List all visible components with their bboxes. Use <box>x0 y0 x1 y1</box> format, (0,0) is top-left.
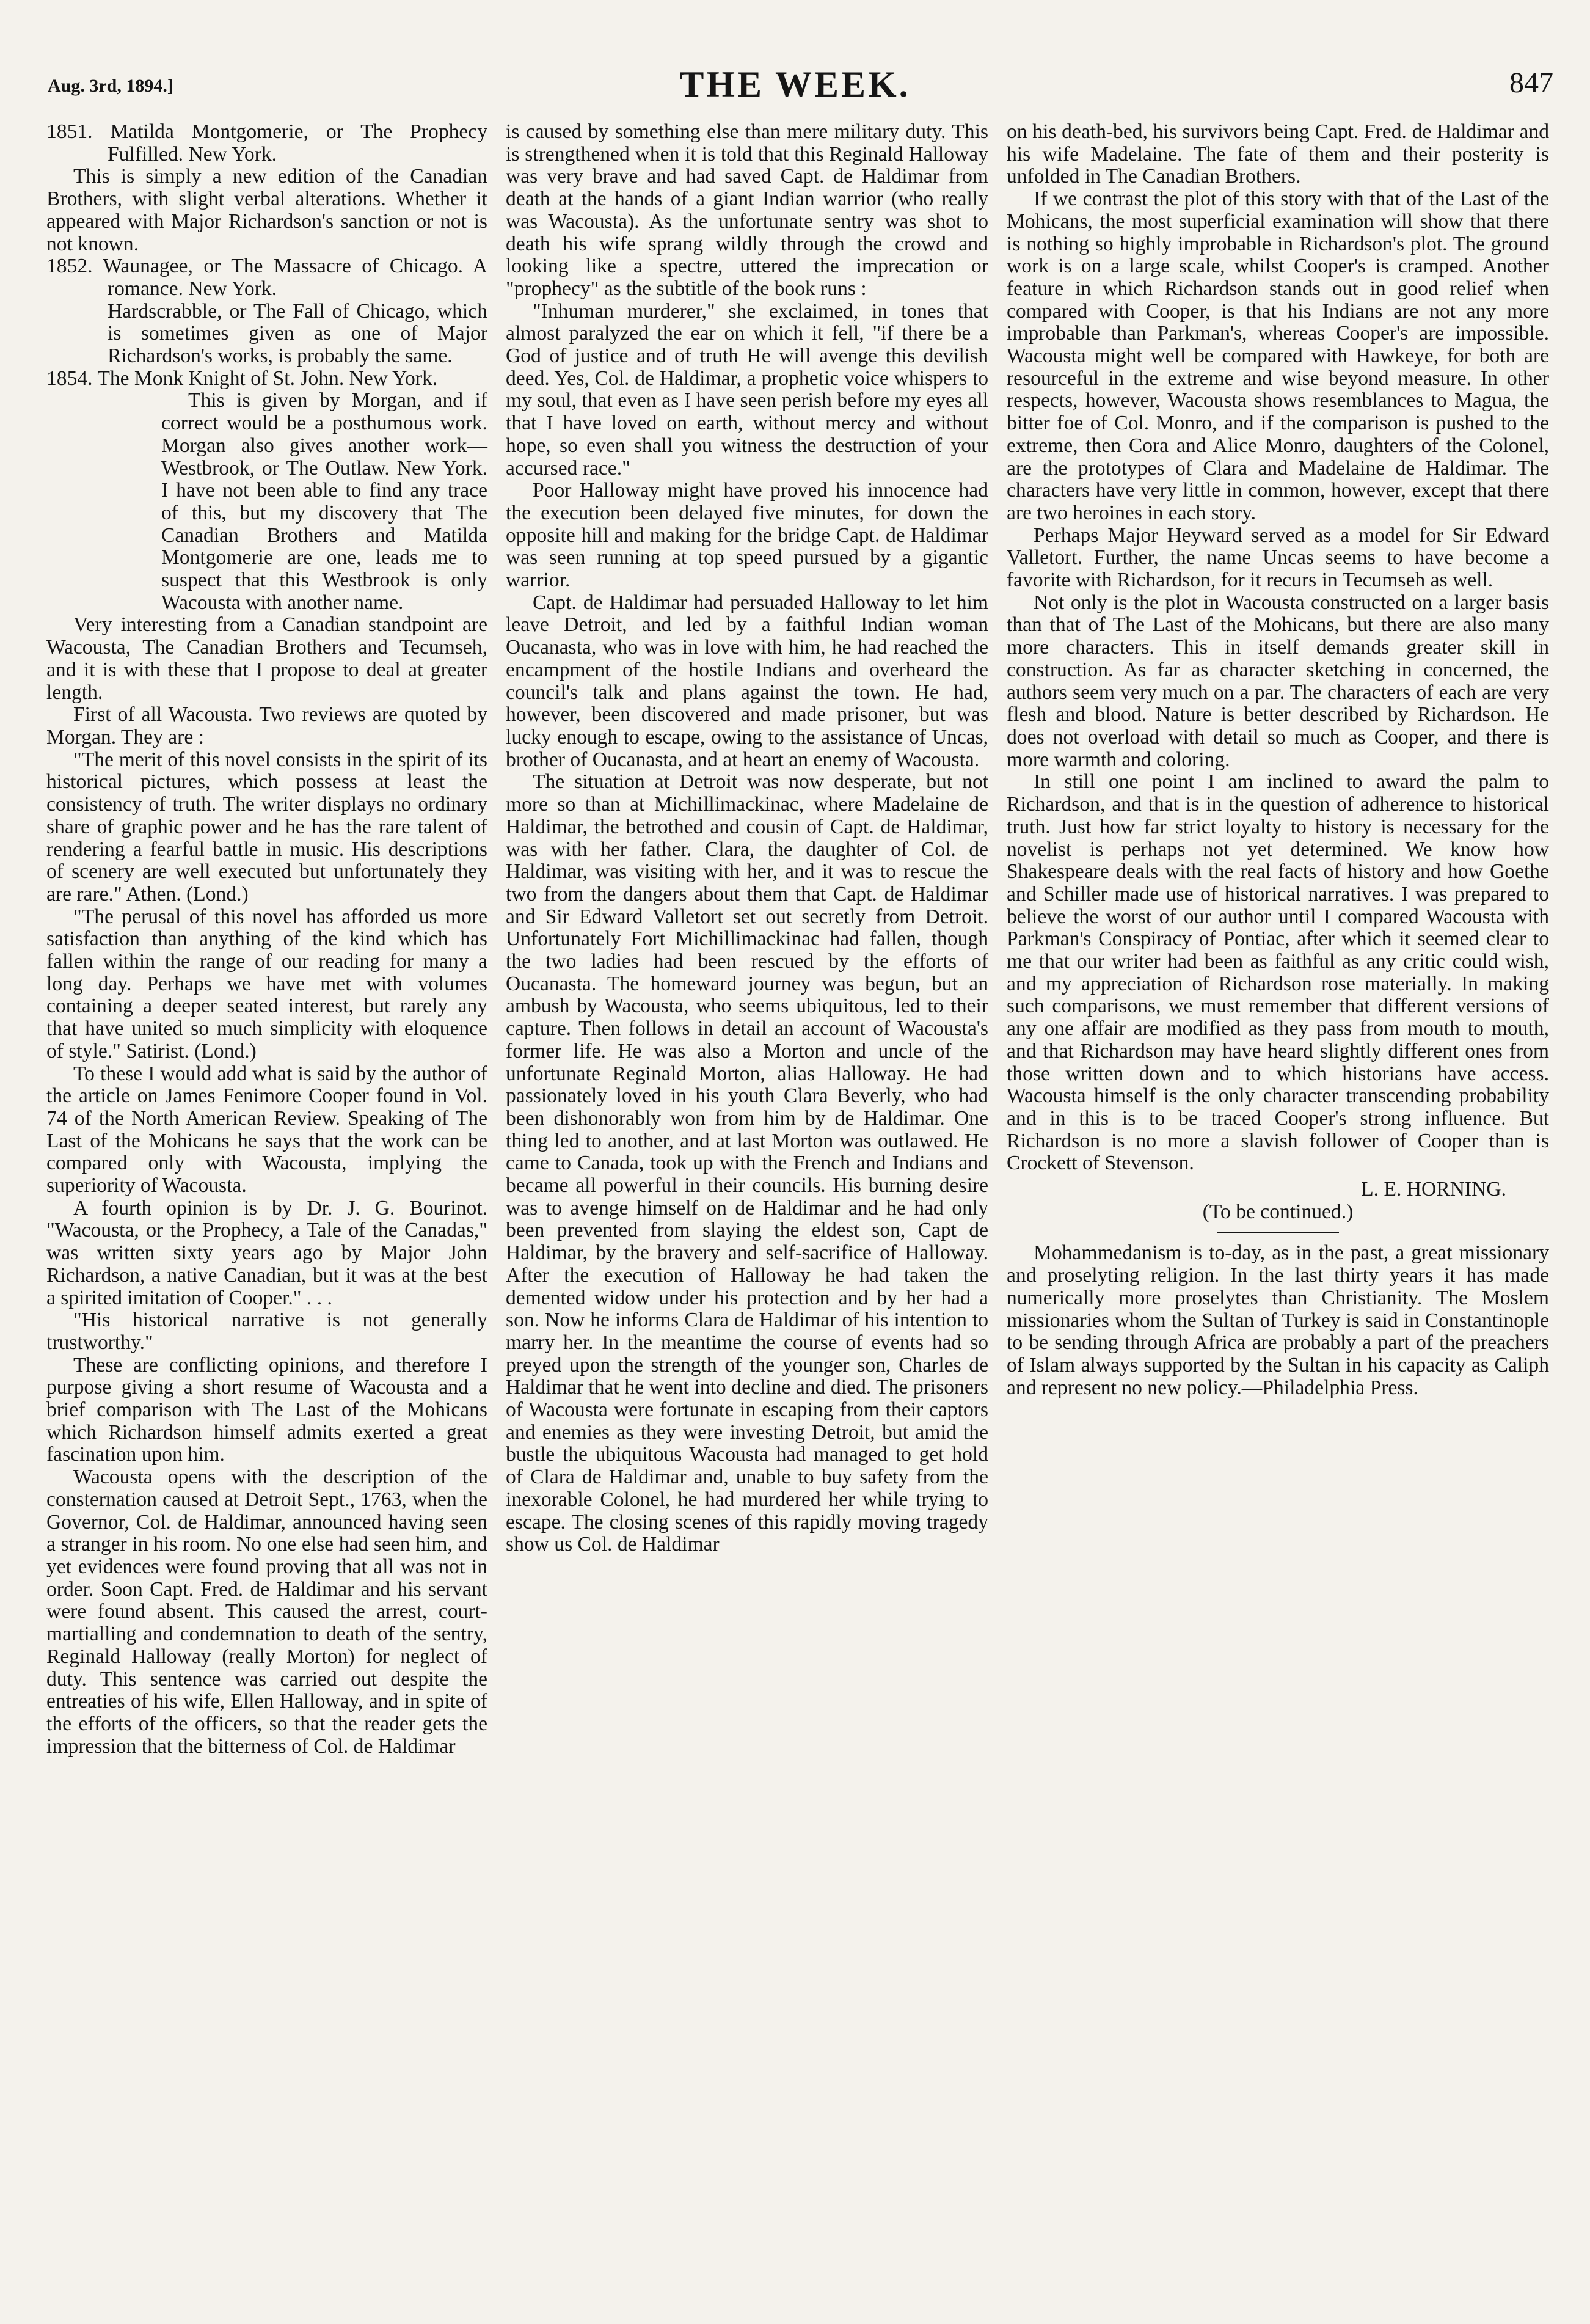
paragraph: First of all Wacousta. Two reviews are quoted by Morgan. They are : <box>46 703 487 748</box>
paragraph: A fourth opinion is by Dr. J. G. Bourinot. "Wacousta, or the Prophecy, a Tale of the Canadas," was written sixty years ago by Major John Richardson, a native Canadian, but it was at the best a spirited imitation of Cooper." . . . <box>46 1196 487 1309</box>
paragraph: If we contrast the plot of this story with that of the Last of the Mohicans, the most superficial examination will show that there is nothing so highly improbable in Richardson's plot. The ground work is on a large scale, whilst Cooper's is cramped. Another feature in which Richardson stands out in good relief when compared with Cooper, is that his Indians are not any more improbable than Parkman's, whereas Cooper's are impossible. Wacousta might well be compared with Hawkeye, for both are resourceful in the extreme and wise beyond measure. In other respects, however, Wacousta shows resemblances to Magua, the bitter foe of Col. Monro, and if the comparison is pushed to the extreme, then Cora and Alice Monro, daughters of the Colonel, are the prototypes of Clara and Madelaine de Haldimar. The characters have very little in common, however, except that there are two heroines in each story. <box>1007 188 1549 524</box>
quoted-review: "The perusal of this novel has afforded us more satisfaction than anything of the kind which has fallen within the range of our reading for many a long day. Perhaps we have met with volumes containing a deeper seated interest, but rarely any that have united so much simplicity with eloquence of style." Satirist. (Lond.) <box>46 905 487 1062</box>
page-header <box>0 66 1590 109</box>
bibliography-note: Hardscrabble, or The Fall of Chicago, which is sometimes given as one of Major Richardson's works, is probably the same. <box>108 299 487 368</box>
paragraph: The situation at Detroit was now desperate, but not more so than at Michillimackinac, where Madelaine de Haldimar, the betrothed and cousin of Capt. de Haldimar, was with her father. Clara, the daughter of Col. de Haldimar, was visiting with her, and it was to rescue the two from the dangers about them that Capt. de Haldimar and Sir Edward Valletort set out secretly from Detroit. Unfortunately Fort Michillimackinac had fallen, though the two ladies had been rescued by the efforts of Oucanasta. The homeward journey was begun, but an ambush by Wacousta, who seems ubiquitous, led to their capture. Then follows in detail an account of Wacousta's former life. He was also a Morton and uncle of the unfortunate Reginald Morton, alias Halloway. He had passionately loved in his youth Clara Beverly, who had been dishonorably won from him by de Haldimar. One thing led to another, and at last Morton was outlawed. He came to Canada, took up with the French and Indians and became all powerful in their councils. His burning desire was to avenge himself on de Haldimar and he had only been prevented from slaying the eldest son, Capt de Haldimar, by the bravery and self-sacrifice of Halloway. After the execution of Halloway he had taken the demented widow under his protection and by her had a son. Now he informs Clara de Haldimar of his intention to marry her. In the meantime the course of events had so preyed upon the strength of the younger son, Charles de Haldimar that he went into decline and died. The prisoners of Wacousta were fortunate in escaping from their captors and enemies as they were investing Detroit, but amid the bustle the ubiquitous Wacousta had managed to get hold of Clara de Haldimar and, unable to buy safety from the inexorable Colonel, he had murdered her while trying to escape. The closing scenes of this rapidly moving tragedy show us Col. de Haldimar <box>506 770 988 1556</box>
paragraph: These are conflicting opinions, and therefore I purpose giving a short resume of Wacousta and a brief comparison with The Last of the Mohicans which Richardson himself admits exerted a great fascination upon him. <box>46 1353 487 1466</box>
bibliography-entry: 1852. Waunagee, or The Massacre of Chicago. A romance. New York. <box>46 255 487 300</box>
paragraph: To these I would add what is said by the author of the article on James Fenimore Cooper found in Vol. 74 of the North American Review. Speaking of The Last of the Mohicans he says that the work can be compared only with Wacousta, implying the superiority of Wacousta. <box>46 1062 487 1197</box>
column-3 <box>1007 121 1549 1399</box>
quotation: "His historical narrative is not generally trustworthy." <box>46 1309 487 1354</box>
paragraph: Perhaps Major Heyward served as a model for Sir Edward Valletort. Further, the name Uncas seems to have become a favorite with Richardson, for it recurs in Tecumseh as well. <box>1007 524 1549 592</box>
paragraph: is caused by something else than mere military duty. This is strengthened when it is told that this Reginald Halloway was very brave and had saved Capt. de Haldimar from death at the hands of a giant Indian warrior (who really was Wacousta). As the unfortunate sentry was shot to death his wife sprang wildly through the crowd and looking like a spectre, uttered the imprecation or "prophecy" as the subtitle of the book runs : <box>506 120 988 300</box>
masthead-title: THE WEEK. <box>679 64 911 104</box>
bibliography-entry: 1851. Matilda Montgomerie, or The Prophecy Fulfilled. New York. <box>46 120 487 166</box>
quotation: "Inhuman murderer," she exclaimed, in tones that almost paralyzed the ear on which it fell, "if there be a God of justice and of truth He will avenge this devilish deed. Yes, Col. de Haldimar, a prophetic voice whispers to my soul, that even as I have seen perish before my eyes all that I have loved on earth, without mercy and without hope, so even shall you witness the destruction of your accursed race." <box>506 299 988 480</box>
header-date: Aug. 3rd, 1894.] <box>48 76 173 96</box>
paragraph: on his death-bed, his survivors being Capt. Fred. de Haldimar and his wife Madelaine. The fate of them and their posterity is unfolded in The Canadian Brothers. <box>1007 120 1549 188</box>
section-divider <box>1217 1232 1339 1233</box>
column-2 <box>506 121 988 1556</box>
paragraph: This is simply a new edition of the Canadian Brothers, with slight verbal alterations. Whether it appeared with Major Richardson's sanction or not is not known. <box>46 165 487 255</box>
page-number: 847 <box>1509 67 1553 99</box>
author-signature: L. E. HORNING. <box>1361 1178 1506 1201</box>
bibliography-note: This is given by Morgan, and if correct would be a posthumous work. Morgan also gives another work—Westbrook, or The Outlaw. New York. I have not been able to find any trace of this, but my discovery that The Canadian Brothers and Matilda Montgomerie are one, leads me to suspect that this Westbrook is only Wacousta with another name. <box>161 389 487 614</box>
paragraph: Very interesting from a Canadian standpoint are Wacousta, The Canadian Brothers and Tecumseh, and it is with these that I propose to deal at greater length. <box>46 613 487 704</box>
paragraph: Not only is the plot in Wacousta constructed on a larger basis than that of The Last of the Mohicans, but there are also many more characters. This in itself demands greater skill in construction. As far as character sketching in concerned, the authors seem very much on a par. The characters of each are very flesh and blood. Nature is better described by Richardson. He does not overload with detail so much as Cooper, and there is more warmth and coloring. <box>1007 591 1549 771</box>
paragraph: Wacousta opens with the description of the consternation caused at Detroit Sept., 1763, when the Governor, Col. de Haldimar, announced having seen a stranger in his room. No one else had seen him, and yet evidences were found proving that all was not in order. Soon Capt. Fred. de Haldimar and his servant were found absent. This caused the arrest, court-martialling and condemnation to death of the sentry, Reginald Halloway (really Morton) for neglect of duty. This sentence was carried out despite the entreaties of his wife, Ellen Halloway, and in spite of the efforts of the officers, so that the reader gets the impression that the bitterness of Col. de Haldimar <box>46 1466 487 1758</box>
column-1 <box>46 121 487 1758</box>
closing-item: Mohammedanism is to-day, as in the past, a great missionary and proselyting religion. In the last thirty years it has made numerically more proselytes than Christianity. The Moslem missionaries whom the Sultan of Turkey is said in Constantinople to be sending through Africa are probably a part of the preachers of Islam always supported by the Sultan in his capacity as Caliph and represent no new policy.—Philadelphia Press. <box>1007 1241 1549 1399</box>
paragraph: Poor Halloway might have proved his innocence had the execution been delayed five minutes, for down the opposite hill and making for the bridge Capt. de Haldimar was seen running at top speed pursued by a gigantic warrior. <box>506 479 988 592</box>
bibliography-entry: 1854. The Monk Knight of St. John. New York. <box>46 367 438 390</box>
paragraph: In still one point I am inclined to award the palm to Richardson, and that is in the question of adherence to historical truth. Just how far strict loyalty to history is necessary for the novelist is perhaps not yet determined. We know how Shakespeare deals with the real facts of history and how Goethe and Schiller made use of historical narratives. I was prepared to believe the worst of our author until I compared Wacousta with Parkman's Conspiracy of Pontiac, after which it seemed clear to me that our writer had been as faithful as any critic could wish, and my appreciation of Richardson rose materially. In making such comparisons, we must remember that different versions of any one affair are modified as they pass from mouth to mouth, and that Richardson may have heard slightly different ones from those written down and to which historians have access. Wacousta himself is the only character transcending probability and in this is to be traced Cooper's strong influence. But Richardson is no more a slavish follower of Cooper than is Crockett of Stevenson. <box>1007 770 1549 1175</box>
paragraph: Capt. de Haldimar had persuaded Halloway to let him leave Detroit, and led by a faithful Indian woman Oucanasta, who was in love with him, he had reached the encampment of the hostile Indians and overheard the council's talk and plans against the town. He had, however, been discovered and made prisoner, but was lucky enough to escape, owing to the assistance of Uncas, brother of Oucanasta, and at heart an enemy of Wacousta. <box>506 591 988 771</box>
quoted-review: "The merit of this novel consists in the spirit of its historical pictures, which possess at least the consistency of truth. The writer displays no ordinary share of graphic power and he has the rare talent of rendering a fearful battle in music. His descriptions of scenery are well executed but unfortunately they are rare." Athen. (Lond.) <box>46 748 487 905</box>
continued-note: (To be continued.) <box>1202 1200 1354 1223</box>
